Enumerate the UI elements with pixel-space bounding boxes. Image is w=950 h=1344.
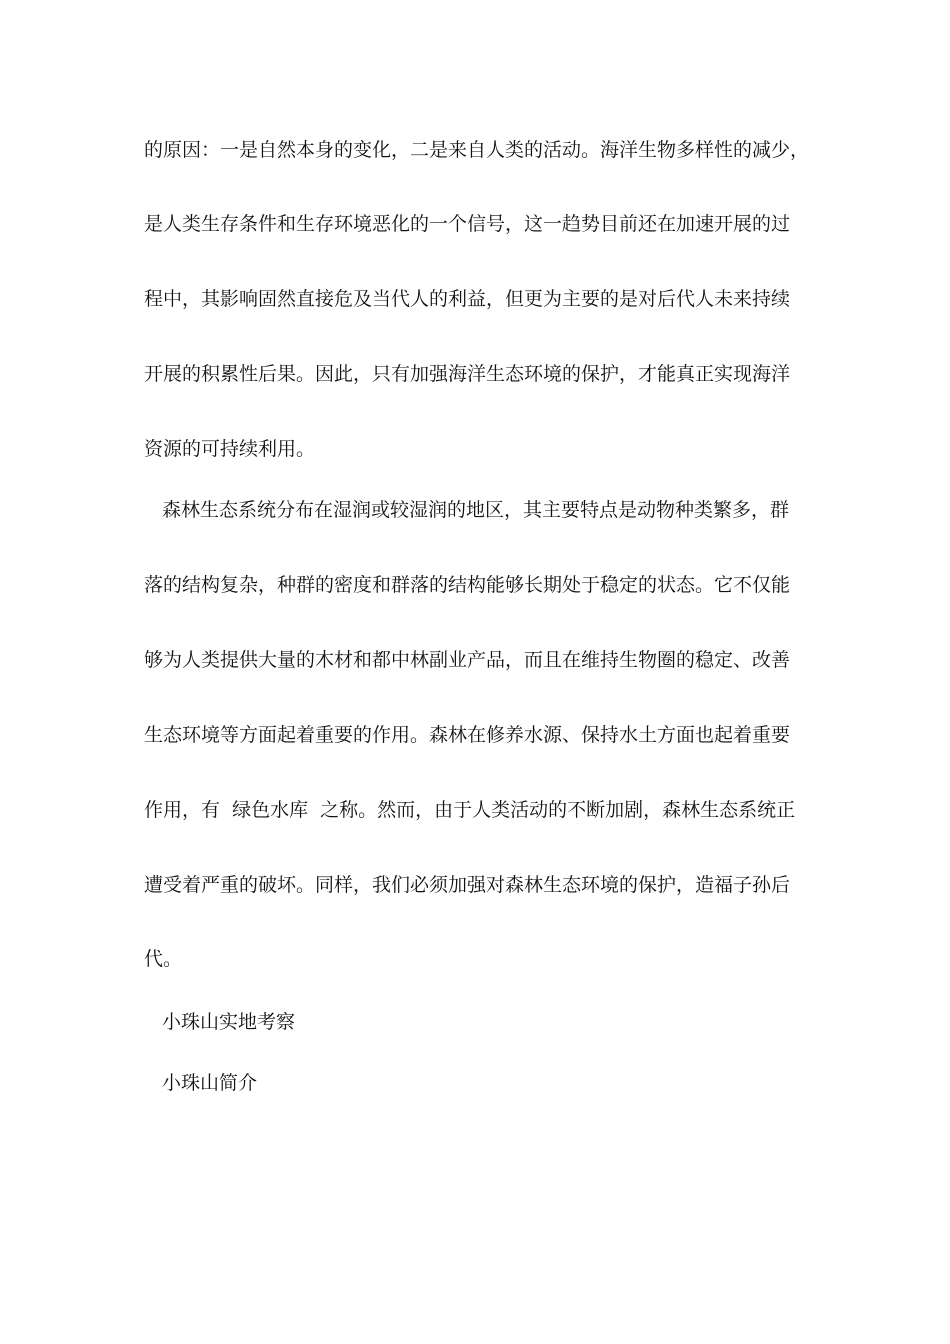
paragraph-1-line-2: 是人类生存条件和生存环境恶化的一个信号，这一趋势目前还在加速开展的过	[144, 213, 791, 235]
paragraph-1-line-1: 的原因：一是自然本身的变化，二是来自人类的活动。海洋生物多样性的减少，	[144, 139, 810, 161]
paragraph-2-line-3: 够为人类提供大量的木材和都中林副业产品，而且在维持生物圈的稳定、改善	[144, 649, 791, 671]
paragraph-2-line-2: 落的结构复杂，种群的密度和群落的结构能够长期处于稳定的状态。它不仅能	[144, 574, 791, 596]
paragraph-2-line-4: 生态环境等方面起着重要的作用。森林在修养水源、保持水土方面也起着重要	[144, 724, 791, 746]
paragraph-2-line-6: 遭受着严重的破坏。同样，我们必须加强对森林生态环境的保护，造福子孙后	[144, 874, 791, 896]
paragraph-2-line-7: 代。	[144, 948, 183, 970]
section-heading-introduction: 小珠山简介	[162, 1072, 258, 1094]
paragraph-1-line-4: 开展的积累性后果。因此，只有加强海洋生态环境的保护，才能真正实现海洋	[144, 363, 791, 385]
section-heading-field-study: 小珠山实地考察	[162, 1011, 296, 1033]
paragraph-1-line-5: 资源的可持续利用。	[144, 438, 316, 460]
paragraph-1-line-3: 程中，其影响固然直接危及当代人的利益，但更为主要的是对后代人未来持续	[144, 288, 791, 310]
paragraph-2-line-1: 森林生态系统分布在湿润或较湿润的地区，其主要特点是动物种类繁多，群	[162, 499, 790, 521]
paragraph-2-line-5: 作用，有 绿色水库 之称。然而，由于人类活动的不断加剧，森林生态系统正	[144, 799, 796, 821]
